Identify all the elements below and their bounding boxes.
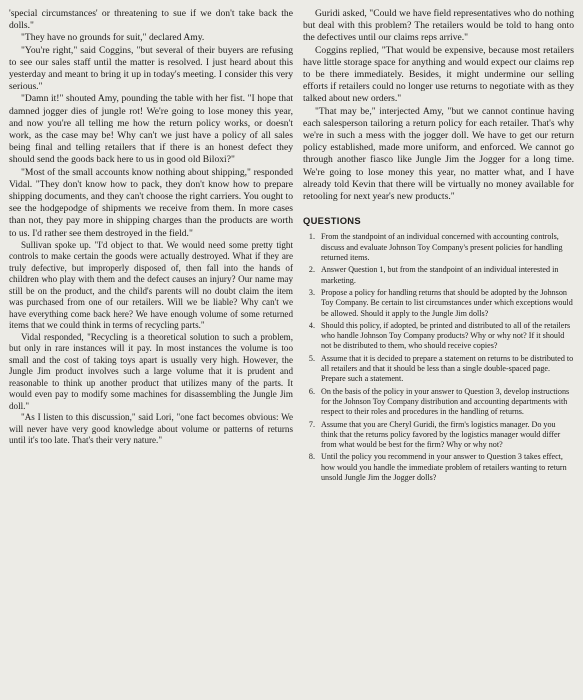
paragraph: Guridi asked, "Could we have field representatives who do nothing but deal with this problem? The retailers would be told to hang onto the defectives until our claims reps arrive." <box>303 8 574 44</box>
paragraph: "They have no grounds for suit," declared Amy. <box>21 32 205 44</box>
question-item: 6. On the basis of the policy in your answer to Question 3, develop instructions for the Johnson Toy Company distribution and accounting departments with respect to their roles and procedures in the handling of returns. <box>317 387 574 418</box>
question-item: 8. Until the policy you recommend in your answer to Question 3 takes effect, how would you handle the immediate problem of retailers wanting to return unsold Jungle Jim the Jogger dolls? <box>317 452 574 483</box>
question-item: 7. Assume that you are Cheryl Guridi, the firm's logistics manager. Do you think that the returns policy favored by the logistics manager would differ from what would be best for the firm? Why or why not? <box>317 420 574 451</box>
question-item: 1. From the standpoint of an individual concerned with accounting controls, discuss and evaluate Johnson Toy Company's present policies for handling returned items. <box>317 232 574 263</box>
questions-list <box>303 232 574 483</box>
question-item: 5. Assume that it is decided to prepare a statement on returns to be distributed to all retailers and that it should be less than a single double-spaced page. Prepare such a statement. <box>317 354 574 385</box>
paragraph: "Damn it!" shouted Amy, pounding the table with her fist. "I hope that damned jogger dies of jungle rot! We're going to lose money this year, and now you're all telling me how the return policy works, or doesn't work, as the case may be! Why can't we just have a policy of all sales being final and telling retailers that if there is an honest defect they should send the goods back here to us in good old Biloxi?" <box>9 93 293 166</box>
paragraph: Coggins replied, "That would be expensive, because most retailers have little storage space for anything and would expect our claims rep to be there immediately. Besides, it might undermine our selling efforts if retailers could no longer use returns to negotiate with as they talked about new orders." <box>303 44 574 105</box>
question-item: 3. Propose a policy for handling returns that should be adopted by the Johnson Toy Company. Be certain to list circumstances under which exceptions would be allowed. Should it apply to the Jungle Jim dolls? <box>317 288 574 319</box>
paragraph: "Most of the small accounts know nothing about shipping," responded Vidal. "They don't know how to pack, they don't know how to prepare shipping documents, and they can't choose the right carriers. You ought to see the hodgepodge of shipments we receive from them. In more cases than not, they pay more in shipping charges than the products are worth to us. I'd rather see them destroyed in the field." <box>9 166 293 239</box>
paragraph: "That may be," interjected Amy, "but we cannot continue having each salesperson tailoring a return policy for each retailer. That's why we're in such a mess with the jogger doll. We have to get our return policy established, made more uniform, and enforced. We cannot go through another fiasco like Jungle Jim the Jogger for a long time. We're going to lose money this year, no matter what, and I have already told Kevin that there will be virtually no money available for retooling for next year's new products." <box>303 105 574 203</box>
paragraph: "As I listen to this discussion," said Lori, "one fact becomes obvious: We will never have very good knowledge about volume or patterns of returns until it's too late. That's their very nature." <box>9 412 293 446</box>
paragraph: Vidal responded, "Recycling is a theoretical solution to such a problem, but only in rare instances will it pay. In most instances the volume is too small and the cost of taking toys apart is usually very high. However, the Jungle Jim product involves such a large volume that it is prudent and reasonable to think up another product that utilizes many of the parts. It would even pay to modify some machines for disassembling the Jungle Jim doll." <box>9 331 293 411</box>
paragraph: 'special circumstances' or threatening to sue if we don't take back the dolls." <box>9 8 293 32</box>
questions-heading: QUESTIONS <box>303 215 361 227</box>
left-column <box>9 8 293 700</box>
right-column <box>303 8 574 700</box>
paragraph: Sullivan spoke up. "I'd object to that. We would need some pretty tight controls to make certain the goods were actually destroyed. What if they are truly defective, but improperly disposed of, then fall into the hands of children who play with them and the defect causes an injury? Our name may still be on the product, and the child's parents will no doubt claim the item was purchased from one of our retailers. Will we be liable? Why can't we have everything come back here? We have enough volume of some returned items that we could think in terms of recycling parts." <box>9 239 293 331</box>
question-item: 4. Should this policy, if adopted, be printed and distributed to all of the retailers who handle Johnson Toy Company products? Why or why not? If it should not be distributed to them, who should receive copies? <box>317 321 574 352</box>
paragraph: "You're right," said Coggins, "but several of their buyers are refusing to see our sales staff until the matter is resolved. I just heard about this yesterday and meant to bring it up in today's meeting. I consider this very serious." <box>9 44 293 93</box>
question-item: 2. Answer Question 1, but from the standpoint of an individual interested in marketing. <box>317 265 574 286</box>
